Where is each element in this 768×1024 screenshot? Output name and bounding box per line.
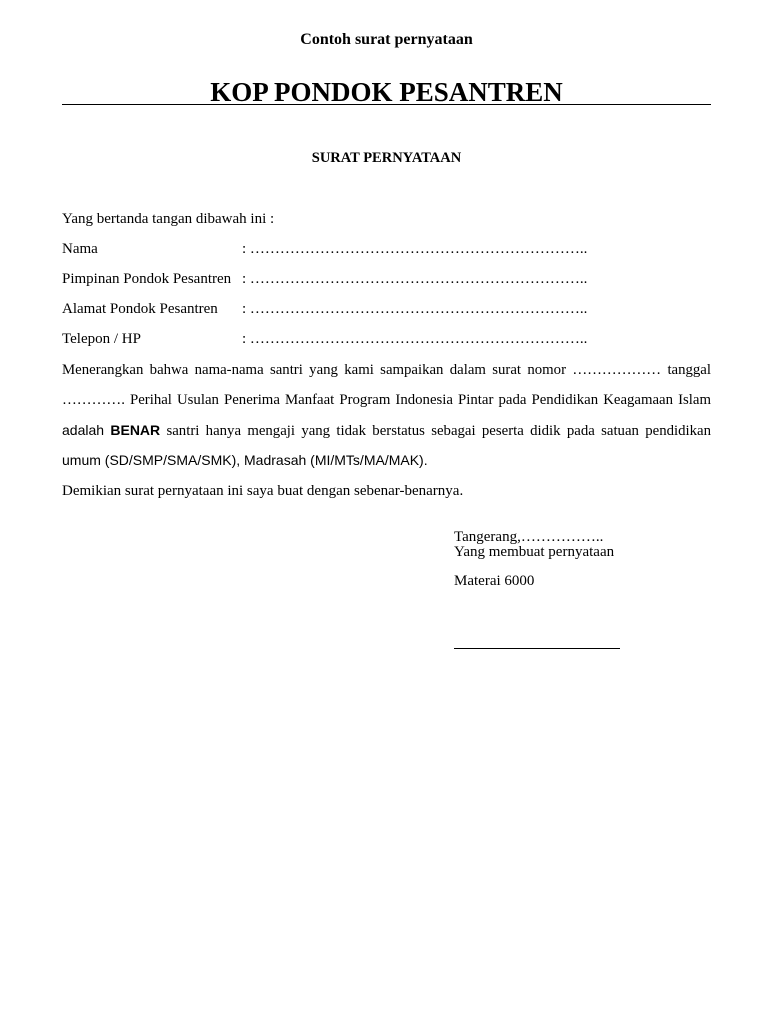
stamp-note: Materai 6000 xyxy=(454,573,535,589)
field-blank: : ………………………………………………………….. xyxy=(242,331,588,347)
intro-text: Yang bertanda tangan dibawah ini : xyxy=(62,211,275,227)
field-label: Telepon / HP xyxy=(62,331,141,347)
signature-line xyxy=(454,648,620,649)
field-blank: : ………………………………………………………….. xyxy=(242,301,588,317)
field-row-pimpinan xyxy=(62,270,711,288)
field-blank: : ………………………………………………………….. xyxy=(242,271,588,287)
statement-line xyxy=(62,415,711,445)
statement-paragraph xyxy=(62,355,711,475)
place-date: Tangerang,…………….. xyxy=(454,529,604,545)
statement-emphasis: BENAR xyxy=(110,422,161,438)
field-label: Alamat Pondok Pesantren xyxy=(62,301,218,317)
statement-line: Menerangkan bahwa nama-nama santri yang kami sampaikan dalam surat nomor ……………… tanggal xyxy=(62,362,711,378)
field-row-alamat xyxy=(62,300,711,318)
field-blank: : ………………………………………………………….. xyxy=(242,241,588,257)
letterhead-title: KOP PONDOK PESANTREN xyxy=(210,77,563,107)
statement-lead-word: adalah xyxy=(62,422,105,438)
field-row-nama xyxy=(62,240,711,258)
field-label: Nama xyxy=(62,241,98,257)
document-caption: Contoh surat pernyataan xyxy=(300,31,473,48)
field-label: Pimpinan Pondok Pesantren xyxy=(62,271,232,287)
statement-line: …………. Perihal Usulan Penerima Manfaat Program Indonesia Pintar pada Pendidikan Keagamaan Islam xyxy=(62,392,711,408)
letterhead-divider xyxy=(62,104,711,105)
closing-text: Demikian surat pernyataan ini saya buat dengan sebenar-benarnya. xyxy=(62,483,464,499)
signer-label: Yang membuat pernyataan xyxy=(454,544,615,560)
statement-line: umum (SD/SMP/SMA/SMK), Madrasah (MI/MTs/MA/MAK). xyxy=(62,452,428,468)
letter-title: SURAT PERNYATAAN xyxy=(311,150,462,166)
field-row-telepon xyxy=(62,330,711,348)
statement-line-text: santri hanya mengaji yang tidak berstatus sebagai peserta didik pada satuan pendidikan xyxy=(166,423,711,439)
